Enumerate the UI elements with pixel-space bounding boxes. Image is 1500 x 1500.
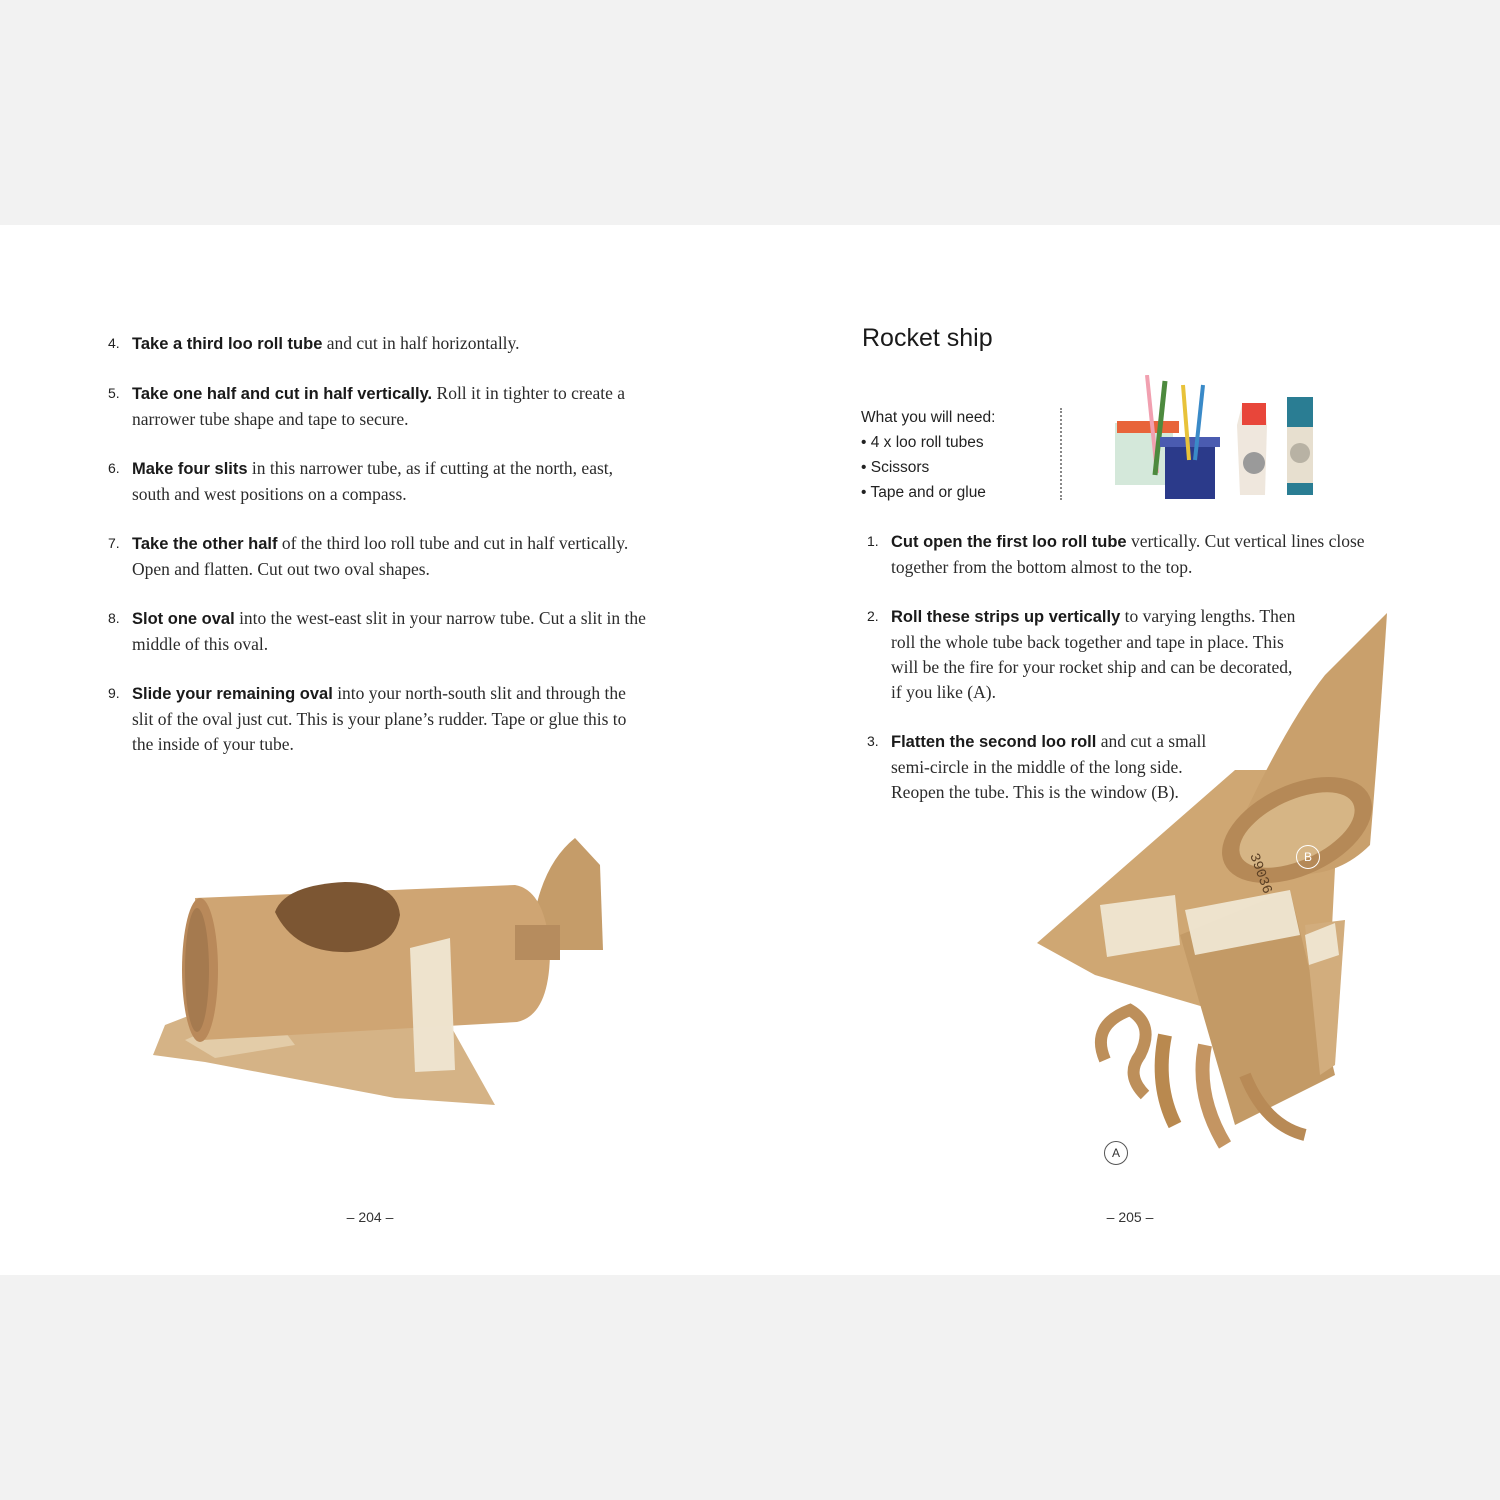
- materials-item: • Tape and or glue: [861, 480, 1061, 505]
- step-text: into the west-east slit in your narrow tube. Cut a slit in the middle of this oval.: [132, 608, 646, 654]
- step-number: 1.: [867, 533, 879, 549]
- callout-a: A: [1104, 1141, 1128, 1165]
- step-text: Roll it in tighter to create a narrower tube shape and tape to secure.: [132, 383, 626, 429]
- step-text: of the third loo roll tube and cut in half vertically. Open and flatten. Cut out two oval shapes.: [132, 533, 629, 579]
- step-number: 2.: [867, 608, 879, 624]
- section-title: Rocket ship: [862, 324, 993, 352]
- step-number: 9.: [108, 685, 120, 701]
- step-number: 8.: [108, 610, 120, 626]
- step-bold-text: Slot one oval: [132, 610, 235, 628]
- step-number: 7.: [108, 535, 120, 551]
- step-text: and cut in half horizontally.: [322, 333, 520, 353]
- step-text: and cut a small semi-circle in the middle of the long side. Reopen the tube. This is the window (B).: [891, 731, 1207, 802]
- step-bold-text: Slide your remaining oval: [132, 685, 333, 703]
- step-text: to varying lengths. Then roll the whole tube back together and tape in place. This will be the fire for your rocket ship and can be decorated, if you like (A).: [891, 606, 1296, 702]
- step-8: [108, 606, 648, 657]
- book-spread: [0, 225, 1500, 1275]
- right-page: [750, 225, 1500, 1275]
- step-bold-text: Cut open the first loo roll tube: [891, 533, 1127, 551]
- materials-list: [861, 405, 1061, 505]
- step-1: [867, 529, 1371, 580]
- step-text: into your north-south slit and through the slit of the oval just cut. This is your plane’s rudder. Tape or glue this to the inside of your tube.: [132, 683, 627, 754]
- materials-item: • Scissors: [861, 455, 1061, 480]
- craft-supplies-illustration: [1115, 375, 1325, 505]
- callout-b: B: [1296, 845, 1320, 869]
- step-number: 3.: [867, 733, 879, 749]
- step-6: [108, 456, 648, 507]
- materials-item: • 4 x loo roll tubes: [861, 430, 1061, 455]
- page-number: – 204 –: [346, 1209, 394, 1225]
- step-bold-text: Make four slits: [132, 460, 248, 478]
- step-bold-text: Flatten the second loo roll: [891, 733, 1097, 751]
- step-9: [108, 681, 648, 757]
- step-bold-text: Roll these strips up vertically: [891, 608, 1121, 626]
- page-number: – 205 –: [1106, 1209, 1154, 1225]
- step-text: in this narrower tube, as if cutting at the north, east, south and west positions on a compass.: [132, 458, 614, 504]
- step-4: [108, 331, 648, 357]
- left-steps-list: [108, 331, 648, 781]
- step-number: 6.: [108, 460, 120, 476]
- dotted-divider: [1060, 408, 1062, 500]
- step-bold-text: Take one half and cut in half vertically.: [132, 385, 433, 403]
- step-number: 4.: [108, 335, 120, 351]
- tube-stamp: 39036: [1245, 851, 1275, 897]
- step-5: [108, 381, 648, 432]
- cardboard-plane-image: [145, 830, 615, 1110]
- left-page: [0, 225, 750, 1275]
- step-bold-text: Take a third loo roll tube: [132, 335, 323, 353]
- step-bold-text: Take the other half: [132, 535, 278, 553]
- step-number: 5.: [108, 385, 120, 401]
- step-text: vertically. Cut vertical lines close together from the bottom almost to the top.: [891, 531, 1365, 577]
- cardboard-rocket-image: [1035, 605, 1500, 1165]
- step-7: [108, 531, 648, 582]
- materials-heading: What you will need:: [861, 409, 996, 426]
